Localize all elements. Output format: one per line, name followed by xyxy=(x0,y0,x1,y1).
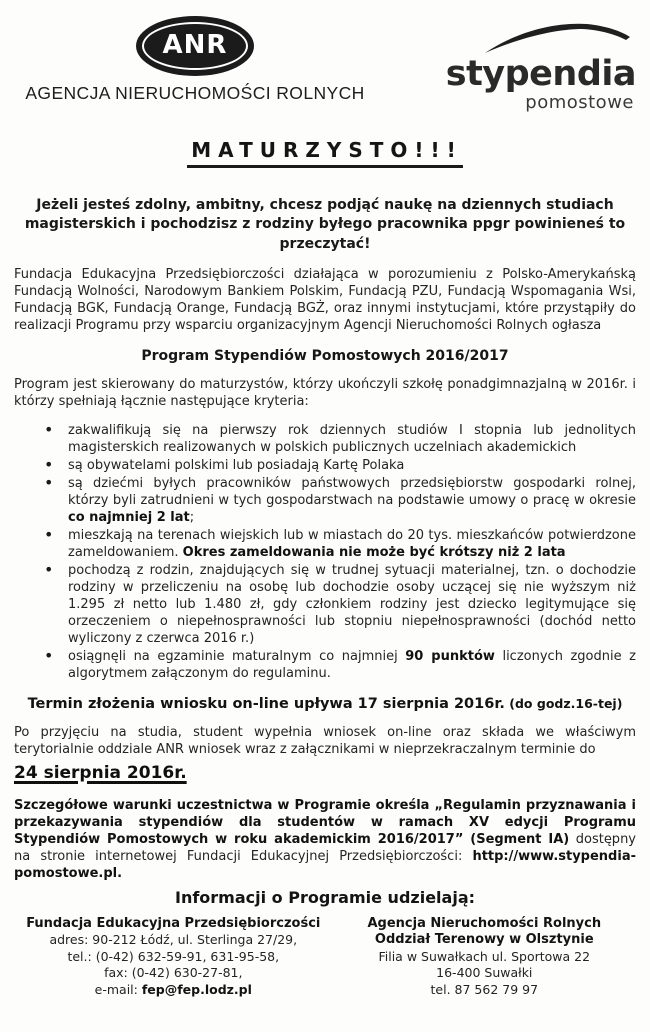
criteria-item xyxy=(68,422,636,456)
regulations-bold-text: Szczegółowe warunki uczestnictwa w Programie określa „Regulamin przyznawania i przekazywania stypendiów dla studentów w ramach XV edycji Programu Stypendiów Pomostowych w roku akademickim 2016/2017” (Segment IA) xyxy=(14,797,636,847)
anr-branch: Oddział Terenowy w Olsztynie xyxy=(374,932,594,948)
online-deadline-note: (do godz.16-tej) xyxy=(504,695,623,711)
criteria-item xyxy=(68,457,636,474)
info-heading: Informacji o Programie udzielają: xyxy=(174,887,476,907)
anr-logo xyxy=(136,16,254,76)
fep-phone: tel.: (0-42) 632-59-91, 631-95-58, xyxy=(67,948,280,964)
agency-name: AGENCJA NIERUCHOMOŚCI ROLNYCH xyxy=(25,83,365,103)
intro-paragraph: Jeżeli jesteś zdolny, ambitny, chcesz podjąć naukę na dziennych studiach magisterskich i pochodzisz z rodziny byłego pracownika ppgr powinieneś to przeczytać! xyxy=(24,197,626,252)
stypendia-subtitle: pomostowe xyxy=(525,92,634,113)
online-deadline-line xyxy=(14,696,636,712)
stypendia-branding xyxy=(421,12,636,112)
fep-email-line xyxy=(14,982,333,999)
fep-address: adres: 90-212 Łódź, ul. Sterlinga 27/29, xyxy=(49,932,298,948)
application-paragraph xyxy=(14,724,636,785)
regulations-paragraph xyxy=(14,797,636,882)
regulations-normal-text: dostępny na stronie internetowej Fundacji Edukacyjnej Przedsiębiorczości: xyxy=(14,831,636,864)
criteria-text: mieszkają na terenach wiejskich lub w miastach do 20 tys. mieszkańców potwierdzone zameldowaniem. xyxy=(68,527,636,560)
stypendia-wordmark: stypendia xyxy=(445,54,636,94)
criteria-text-bold: 90 punktów xyxy=(405,648,495,664)
criteria-text-bold: co najmniej 2 lat xyxy=(68,509,190,525)
anr-logo-ring xyxy=(142,22,248,70)
contacts-section xyxy=(14,916,636,999)
criteria-list xyxy=(14,422,636,682)
criteria-text: zakwalifikują się na pierwszy rok dziennych studiów I stopnia lub jednolitych magisterskich realizowanych w polskich publicznych uczelniach akademickich xyxy=(68,422,636,455)
swoosh-icon xyxy=(482,20,634,54)
anr-city: 16-400 Suwałki xyxy=(436,965,533,981)
header xyxy=(14,12,636,113)
program-intro-paragraph: Program jest skierowany do maturzystów, którzy ukończyli szkołę ponadgimnazjalną w 2016r. i którzy spełniają łącznie następujące kryteria: xyxy=(14,376,636,409)
criteria-item xyxy=(68,475,636,526)
regulations-url: http://www.stypendia-pomostowe.pl. xyxy=(14,848,636,881)
headline-text: MATURZYSTO!!! xyxy=(187,138,463,168)
fep-fax: fax: (0-42) 630-27-81, xyxy=(104,965,243,981)
criteria-text-bold: Okres zameldowania nie może być krótszy niż 2 lata xyxy=(182,544,566,560)
fep-email-label: e-mail: xyxy=(94,981,142,997)
contact-fep xyxy=(14,916,333,999)
criteria-text: ; xyxy=(189,509,195,525)
headline xyxy=(14,138,636,168)
fep-email: fep@fep.lodz.pl xyxy=(141,981,252,997)
criteria-item xyxy=(68,562,636,647)
criteria-item xyxy=(68,527,636,561)
criteria-text: osiągnęli na egzaminie maturalnym co najmniej xyxy=(68,648,406,664)
online-deadline-text: Termin złożenia wniosku on-line upływa 17 sierpnia 2016r. xyxy=(27,695,505,712)
foundation-paragraph: Fundacja Edukacyjna Przedsiębiorczości działająca w porozumieniu z Polsko-Amerykańską Fundacją Wolności, Narodowym Bankiem Polskim, Fundacją PZU, Fundacją Wspomagania Wsi, Fundacją BGK, Fundacją Orange, Fundacją BGŻ, oraz innymi instytucjami, które przystąpiły do realizacji Programu przy wsparciu organizacyjnym Agencji Nieruchomości Rolnych ogłasza xyxy=(14,266,636,333)
anr-phone: tel. 87 562 79 97 xyxy=(430,981,539,997)
criteria-text: liczonych zgodnie z algorytmem załączonym do regulaminu. xyxy=(68,648,636,681)
criteria-item xyxy=(68,648,636,682)
fep-name: Fundacja Edukacyjna Przedsiębiorczości xyxy=(26,915,321,931)
contact-anr xyxy=(333,916,636,999)
anr-address: Filia w Suwałkach ul. Sportowa 22 xyxy=(378,948,591,964)
criteria-text: są obywatelami polskimi lub posiadają Kartę Polaka xyxy=(68,457,405,473)
anr-name: Agencja Nieruchomości Rolnych xyxy=(367,915,602,931)
criteria-text: są dziećmi byłych pracowników państwowych przedsiębiorstw gospodarki rolnej, którzy byli zatrudnieni w tych gospodarstwach na podstawie umowy o pracę w okresie xyxy=(68,475,636,508)
application-text: Po przyjęciu na studia, student wypełnia wniosek on-line oraz składa we właściwym terytorialnie oddziale ANR wniosek wraz z załącznikami w nieprzekraczalnym terminie do xyxy=(14,724,636,757)
anr-logo-text: ANR xyxy=(162,30,228,60)
criteria-text: pochodzą z rodzin, znajdujących się w trudnej sytuacji materialnej, tzn. o dochodzie rodziny w przeliczeniu na osobę lub dochodzie osoby uczącej się nie wyższym niż 1.295 zł netto lub 1.480 zł, gdy członkiem rodziny jest dziecko legitymujące się orzeczeniem o niepełnosprawności lub stopniu niepełnosprawności (dochód netto wyliczony z czerwca 2016 r.) xyxy=(68,562,636,646)
application-deadline: 24 sierpnia 2016r. xyxy=(14,762,187,783)
anr-branding xyxy=(14,12,376,104)
program-title: Program Stypendiów Pomostowych 2016/2017 xyxy=(141,347,509,364)
